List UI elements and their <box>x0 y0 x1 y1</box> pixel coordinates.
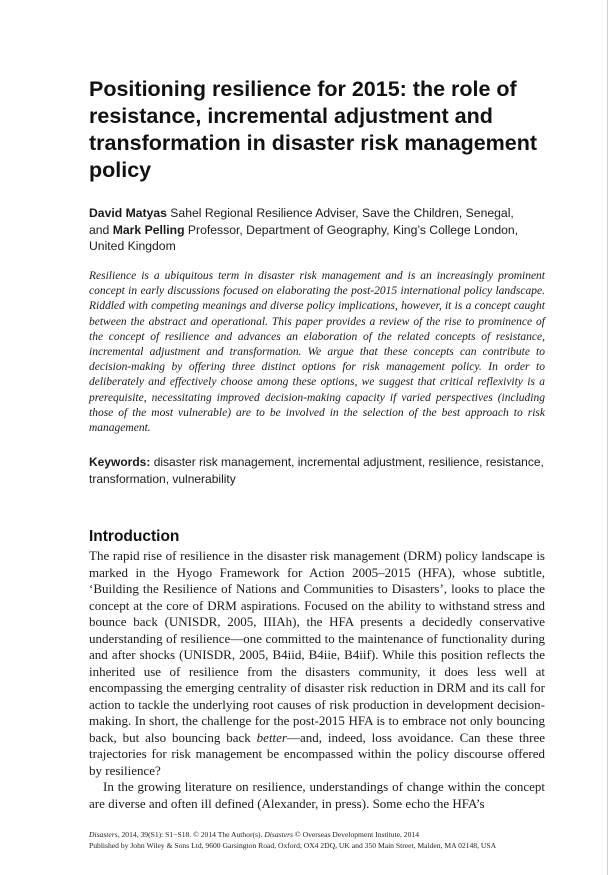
author-name-2: Mark Pelling <box>112 222 185 237</box>
section-heading-introduction: Introduction <box>89 528 180 545</box>
paragraph-1-text: The rapid rise of resilience in the disaster risk management (DRM) policy landscape is marked in the Hyogo Framework for Action 2005–2015 (HFA), whose subtitle, ‘Building the Resilience of Nations and Communities to Disasters’, looks to place the concept at the core of DRM aspirations. Focused on the ability to withstand stress and bounce back (UNISDR, 2005, IIIAh), the HFA presents a decidedly conservative understanding of resilience—one committed to the maintenance of functionality during and after shocks (UNISDR, 2005, B4iid, B4iie, B4iif). While this position reflects the inherited use of resilience from the disasters community, it does less well at encompassing the emerging centrality of disaster risk reduction in DRM and its call for action to tackle the underlying root causes of risk production in development decision-making. In short, the challenge for the post-2015 HFA is to embrace not only bouncing back, but also bouncing back <box>89 548 545 745</box>
author-name-1: David Matyas <box>89 206 167 220</box>
keywords <box>89 454 549 487</box>
paragraph-1 <box>89 548 545 779</box>
author-block <box>89 205 549 255</box>
paragraph-1-end: —and, indeed, loss avoidance. Can these three trajectories for risk management be encompassed within the policy discourse offered by resilience? <box>89 729 546 778</box>
journal-name: Disasters <box>89 830 118 839</box>
keywords-label: Keywords: <box>89 455 151 469</box>
publisher-line: Published by John Wiley & Sons Ltd, 9600 Garsington Road, Oxford, OX4 2DQ, UK and 350 Main Street, Malden, MA 02148, USA <box>89 841 497 850</box>
journal-name-2: Disasters <box>264 830 294 839</box>
author-affiliation-2: Professor, Department of Geography, King’s College London, United Kingdom <box>89 222 519 253</box>
introduction-body <box>89 548 545 812</box>
citation-text: , 2014, 39(S1): S1−S18. © 2014 The Author(s). <box>117 830 265 839</box>
abstract: Resilience is a ubiquitous term in disaster risk management and is an increasingly prominent concept in early discussions focused on elaborating the post-2015 international policy landscape. Riddled with competing meanings and diverse policy implications, however, it is a concept caught between the abstract and operational. This paper provides a review of the rise to prominence of the concept of resilience and advances an elaboration of the related concepts of resistance, incremental adjustment and transformation. We argue that these concepts can contribute to decision-making by offering three distinct options for risk management policy. In order to deliberately and effectively choose among these options, we suggest that critical reflexivity is a prerequisite, necessitating improved decision-making capacity if varied perspectives (including those of the most vulnerable) are to be involved in the selection of the best approach to risk management. <box>89 270 545 435</box>
citation-line <box>89 829 559 840</box>
article-title: Positioning resilience for 2015: the role of resistance, incremental adjustment and transformation in disaster risk management policy <box>89 77 538 182</box>
author-affiliation-1: Sahel Regional Resilience Adviser, Save the Children, Senegal, <box>166 206 514 220</box>
keywords-list: disaster risk management, incremental adjustment, resilience, resistance, transformation, vulnerability <box>89 455 544 486</box>
author-connector: and <box>89 222 113 237</box>
copyright-text: © Overseas Development Institute, 2014 <box>293 830 419 839</box>
paragraph-2: In the growing literature on resilience, understandings of change within the concept are diverse and often ill defined (Alexander, in press). Some echo the HFA’s <box>89 779 545 811</box>
page-footer <box>89 829 559 851</box>
emphasis-better: better <box>256 729 287 745</box>
